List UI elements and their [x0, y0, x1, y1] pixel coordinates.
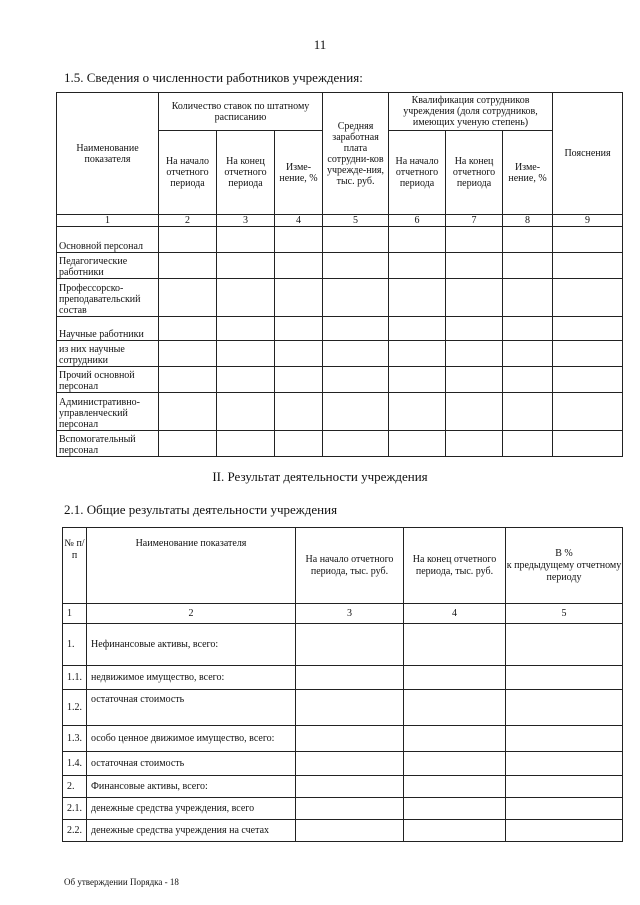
column-number: 3	[217, 215, 275, 227]
row-number: 1.2.	[63, 690, 87, 726]
table-row	[63, 820, 623, 842]
header-start: На начало отчетного периода	[159, 131, 217, 215]
header-qualification: Квалификация сотрудников учреждения (доля сотрудников, имеющих ученую степень)	[389, 93, 553, 131]
row-label: денежные средства учреждения, всего	[87, 798, 296, 820]
table-row	[57, 431, 623, 457]
table-row	[57, 341, 623, 367]
column-number: 1	[57, 215, 159, 227]
page-number: 11	[313, 37, 327, 52]
header-avg-salary: Средняя заработная плата сотрудни-ков учрежде-ния, тыс. руб.	[323, 93, 389, 215]
header-num: № п/п	[63, 528, 87, 604]
header-change: Изме-нение, %	[275, 131, 323, 215]
header-name: Наименование показателя	[87, 528, 296, 604]
header-percent-line2: к предыдущему отчетному периоду	[506, 559, 622, 583]
column-number: 9	[553, 215, 623, 227]
column-numbers-row	[63, 604, 623, 624]
row-number: 1.3.	[63, 726, 87, 752]
header-percent	[506, 528, 623, 604]
row-number: 1.4.	[63, 752, 87, 776]
row-label: недвижимое имущество, всего:	[87, 666, 296, 690]
column-number: 5	[506, 604, 623, 624]
row-label: денежные средства учреждения на счетах	[87, 820, 296, 842]
table-row	[63, 798, 623, 820]
column-number: 2	[87, 604, 296, 624]
row-label: Административно-управленческий персонал	[57, 393, 159, 431]
row-label: Прочий основной персонал	[57, 367, 159, 393]
column-number: 3	[296, 604, 404, 624]
staff-table	[56, 92, 623, 457]
header-notes: Пояснения	[553, 93, 623, 215]
column-numbers-row	[57, 215, 623, 227]
header-staff-units: Количество ставок по штатному расписанию	[159, 93, 323, 131]
row-label: особо ценное движимое имущество, всего:	[87, 726, 296, 752]
header-end: На конец отчетного периода	[217, 131, 275, 215]
column-number: 4	[404, 604, 506, 624]
column-number: 5	[323, 215, 389, 227]
section-2-1-title: 2.1. Общие результаты деятельности учреждения	[64, 502, 338, 517]
row-label: Финансовые активы, всего:	[87, 776, 296, 798]
row-number: 2.	[63, 776, 87, 798]
row-label: Научные работники	[57, 317, 159, 341]
table-row	[63, 752, 623, 776]
table-row	[63, 726, 623, 752]
column-number: 6	[389, 215, 446, 227]
table-row	[57, 253, 623, 279]
row-label: Нефинансовые активы, всего:	[87, 624, 296, 666]
footer-text: Об утверждении Порядка - 18	[64, 877, 179, 887]
row-label: остаточная стоимость	[87, 752, 296, 776]
header-start: На начало отчетного периода, тыс. руб.	[296, 528, 404, 604]
column-number: 1	[63, 604, 87, 624]
table-row	[63, 624, 623, 666]
column-number: 4	[275, 215, 323, 227]
table-row	[57, 227, 623, 253]
section-1-5-title: 1.5. Сведения о численности работников учреждения:	[64, 70, 363, 85]
row-number: 2.1.	[63, 798, 87, 820]
header-indicator: Наименование показателя	[57, 93, 159, 215]
row-label: Вспомогательный персонал	[57, 431, 159, 457]
column-number: 7	[446, 215, 503, 227]
column-number: 2	[159, 215, 217, 227]
header-end: На конец отчетного периода, тыс. руб.	[404, 528, 506, 604]
results-table	[62, 527, 623, 842]
row-number: 1.1.	[63, 666, 87, 690]
header-q-change: Изме-нение, %	[503, 131, 553, 215]
table-row	[63, 666, 623, 690]
table-row	[63, 776, 623, 798]
row-label: из них научные сотрудники	[57, 341, 159, 367]
table-row	[57, 279, 623, 317]
column-number: 8	[503, 215, 553, 227]
row-label: остаточная стоимость	[87, 690, 296, 726]
header-q-end: На конец отчетного периода	[446, 131, 503, 215]
row-number: 1.	[63, 624, 87, 666]
table-row	[57, 317, 623, 341]
row-label: Основной персонал	[57, 227, 159, 253]
row-label: Профессорско-преподавательский состав	[57, 279, 159, 317]
table-row	[57, 367, 623, 393]
header-q-start: На начало отчетного периода	[389, 131, 446, 215]
row-number: 2.2.	[63, 820, 87, 842]
header-percent-line1: В %	[555, 547, 573, 559]
section-2-title: II. Результат деятельности учреждения	[212, 469, 428, 484]
table-row	[57, 393, 623, 431]
row-label: Педагогические работники	[57, 253, 159, 279]
table-row	[63, 690, 623, 726]
